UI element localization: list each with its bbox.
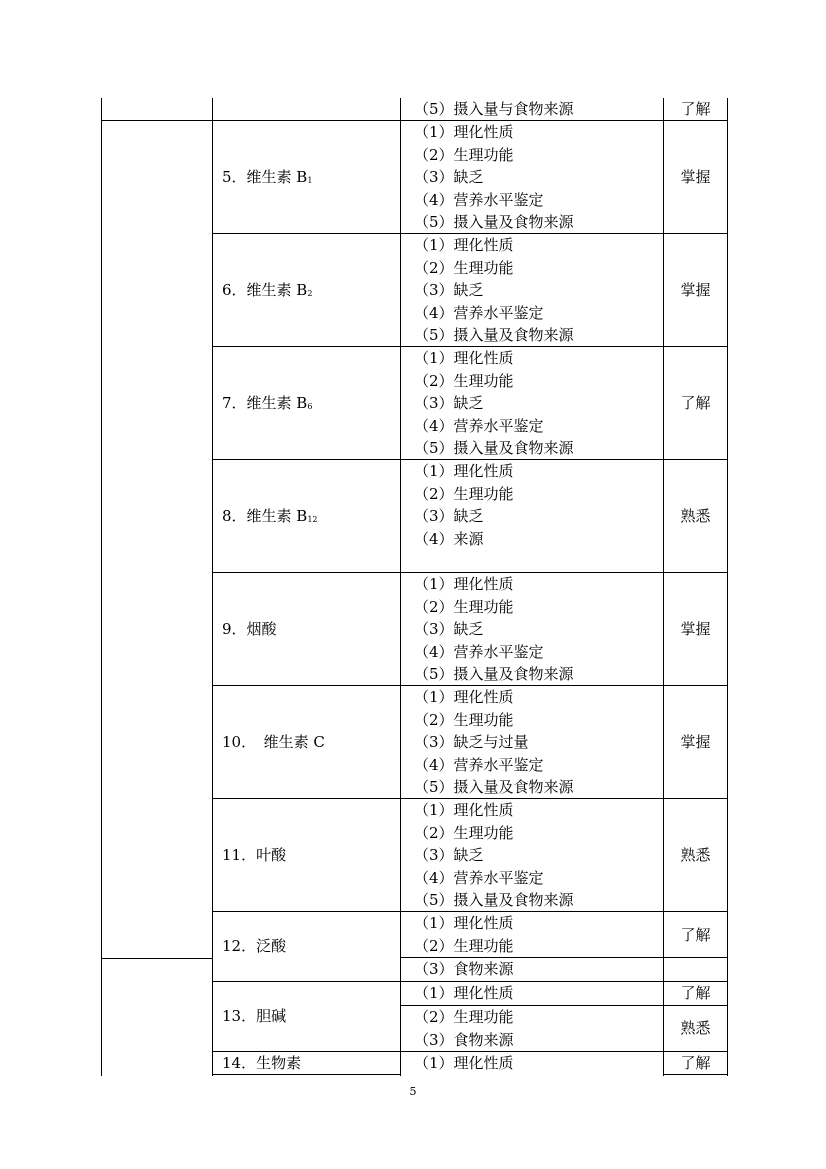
item-text: （1）理化性质	[414, 462, 514, 480]
item-text: （2）生理功能	[414, 371, 514, 390]
topic-label: 14．生物素	[222, 1054, 302, 1072]
item-text: （2）生理功能	[414, 258, 514, 277]
topic-label: 7．维生素 $B_6$	[222, 394, 313, 412]
level-label: 熟悉	[680, 846, 711, 864]
grid-line	[101, 958, 212, 959]
item-text: （1）理化性质	[414, 984, 514, 1002]
level-label: 掌握	[680, 620, 711, 638]
item-text: （4）来源	[414, 529, 484, 548]
item-text: （3）缺乏与过量	[414, 733, 529, 751]
item-text: （5）摄入量与食物来源	[414, 100, 574, 118]
grid-line	[101, 98, 102, 1076]
item-text: （2）生理功能	[414, 484, 514, 503]
item-text: （1）理化性质	[414, 123, 514, 141]
item-text: （2）生理功能	[414, 1008, 514, 1026]
level-label: 了解	[680, 984, 711, 1002]
item-text: （1）理化性质	[414, 1054, 514, 1072]
grid-line	[212, 981, 213, 1076]
topic-label: 8．维生素 $B_{12}$	[222, 507, 318, 525]
item-text: （2）生理功能	[414, 597, 514, 616]
grid-line	[727, 98, 728, 1076]
item-text: （1）理化性质	[414, 236, 514, 254]
item-text: （1）理化性质	[414, 688, 514, 706]
level-label: 了解	[680, 1054, 711, 1072]
level-label: 了解	[680, 394, 711, 412]
item-text: （2）生理功能	[414, 145, 514, 164]
level-label: 了解	[680, 926, 711, 944]
topic-label: 10． 维生素 C	[222, 733, 325, 751]
item-text: （3）食物来源	[414, 960, 514, 978]
item-text: （3）食物来源	[414, 1030, 514, 1049]
page-number: 5	[409, 1085, 417, 1098]
item-text: （4）营养水平鉴定	[414, 868, 544, 887]
level-label: 了解	[680, 100, 711, 118]
item-text: （5）摄入量及食物来源	[414, 213, 574, 231]
level-label: 掌握	[680, 281, 711, 299]
item-text: （3）缺乏	[414, 168, 484, 186]
item-text: （2）生理功能	[414, 710, 514, 729]
item-text: （4）营养水平鉴定	[414, 190, 544, 209]
item-text: （4）营养水平鉴定	[414, 303, 544, 322]
item-text: （5）摄入量及食物来源	[414, 439, 574, 457]
item-text: （4）营养水平鉴定	[414, 416, 544, 435]
level-label: 熟悉	[680, 1019, 711, 1037]
item-text: （1）理化性质	[414, 349, 514, 367]
item-text: （3）缺乏	[414, 620, 484, 638]
item-text: （1）理化性质	[414, 575, 514, 593]
grid-line	[400, 98, 401, 1076]
item-text: （2）生理功能	[414, 823, 514, 842]
item-text: （5）摄入量及食物来源	[414, 326, 574, 344]
item-text: （3）缺乏	[414, 281, 484, 299]
item-text: （2）生理功能	[414, 936, 514, 955]
item-text: （3）缺乏	[414, 394, 484, 412]
topic-label: 6．维生素 $B_2$	[222, 281, 313, 299]
item-text: （5）摄入量及食物来源	[414, 891, 574, 909]
level-label: 掌握	[680, 733, 711, 751]
topic-label: 11．叶酸	[222, 846, 287, 864]
item-text: （4）营养水平鉴定	[414, 642, 544, 661]
item-text: （3）缺乏	[414, 507, 484, 525]
topic-label: 12．泛酸	[222, 937, 287, 955]
topic-label: 5．维生素 $B_1$	[222, 168, 313, 186]
level-label: 熟悉	[680, 507, 711, 525]
item-text: （3）缺乏	[414, 846, 484, 864]
topic-label: 9．烟酸	[222, 620, 277, 638]
item-text: （1）理化性质	[414, 914, 514, 932]
item-text: （5）摄入量及食物来源	[414, 778, 574, 796]
topic-label: 13．胆碱	[222, 1007, 287, 1025]
item-text: （4）营养水平鉴定	[414, 755, 544, 774]
item-text: （1）理化性质	[414, 801, 514, 819]
level-label: 掌握	[680, 168, 711, 186]
grid-line	[212, 98, 213, 981]
item-text: （5）摄入量及食物来源	[414, 665, 574, 683]
